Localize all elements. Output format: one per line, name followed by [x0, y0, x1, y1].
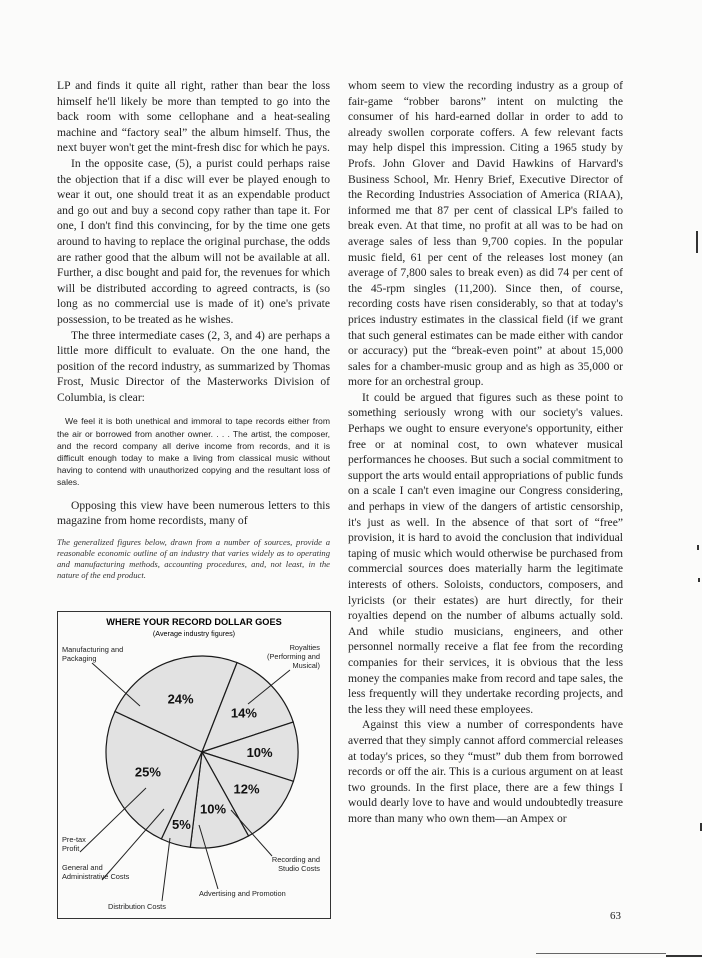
label-royalties-2: (Performing and [267, 652, 320, 661]
leader-general [102, 809, 164, 880]
label-royalties-1: Royalties [289, 643, 320, 652]
paragraph: whom seem to view the recording industry as a group of fair-game “robber barons” intent on mulcting the consumer of his hard-earned dollar in order to add to already swollen corporate coffers. A few relevant facts may help dispel this impression. Citing a 1965 study by Profs. John Glover and David Hawkins of Harvard's Business School, Mr. Henry Brief, Executive Director of the Recording Industries Association of America (RIAA), informed me that 87 per cent of classical LP's failed to break even. At that time, no profit at all was to be had on average sales of less than 9,700 copies. In the popular music field, 61 per cent of the releases lost money (an average of 7,800 sales to break even) as did 74 per cent of the 45-rpm singles (11,200). Since then, of course, recording costs have risen considerably, so that at today's prices industry estimates in the classical field (if we grant that such general estimates can be made either with candor or accuracy) put the “break-even point” at about 15,000 sales for a chamber-music group and as high as 35,000 or more for an orchestral group. [348, 79, 623, 389]
scan-mark [696, 231, 698, 253]
label-pretax-1: Pre-tax [62, 835, 86, 844]
figure-caption: The generalized figures below, drawn from a number of sources, provide a reasonable economic outline of an industry that varies widely as to operating and manufacturing methods, accounting procedures, and, not least, in the nature of the end product. [57, 536, 330, 580]
paragraph: In the opposite case, (5), a purist could perhaps raise the objection that if a disc will ever be played enough to wear it out, one should treat it as an expendable product and go out and buy a second copy rather than tape it. For one, I don't find this convincing, for by the time one gets around to having to replace the original purchase, the odds are rather good that the album will not be available at all. Further, a disc bought and paid for, the revenues for which will be distributed according to agreed contracts, is (so long as no commercial use is made of it) one's private possession, to be treated as he wishes. [57, 156, 330, 326]
pie-chart [58, 612, 330, 918]
right-column [348, 78, 623, 827]
pie-percent-label: 14% [230, 705, 257, 721]
paragraph: The three intermediate cases (2, 3, and 4) are perhaps a little more difficult to evaluate. On the one hand, the position of the record industry, as summarized by Thomas Frost, Music Director of the Masterworks Division of Columbia, is clear: [57, 328, 330, 404]
chart-title: WHERE YOUR RECORD DOLLAR GOES [106, 617, 282, 627]
pie-percent-label: 24% [167, 691, 194, 707]
scan-mark [536, 953, 666, 954]
leader-manufacturing [92, 663, 140, 706]
leader-distribution [162, 838, 170, 901]
scan-mark [697, 545, 699, 550]
label-royalties-3: Musical) [292, 661, 320, 670]
page-number: 63 [610, 910, 621, 922]
pie-percent-label: 12% [233, 781, 260, 797]
label-general-2: Administrative Costs [62, 872, 130, 881]
pie-chart-figure [57, 611, 331, 919]
scan-mark [666, 955, 702, 957]
label-advertising: Advertising and Promotion [199, 889, 286, 898]
pie-percent-label: 10% [199, 801, 227, 817]
block-quote: We feel it is both unethical and immoral to tape records either from the air or borrowed from another owner. . . . The artist, the composer, and the record company all derive income from records, and it is difficult enough today to make a living from classical music without having to contend with unauthorized copying and the resultant loss of sales. [57, 416, 330, 488]
paragraph: LP and finds it quite all right, rather than bear the loss himself he'll likely be more than tempted to go into the back room with some cellophane and a heat-sealing machine and “factory seal” the album himself. Thus, the next buyer won't get the mint-fresh disc for which he pays. [57, 79, 330, 155]
label-distribution: Distribution Costs [108, 902, 166, 911]
chart-subtitle: (Average industry figures) [152, 629, 236, 638]
pie-percent-label: 25% [134, 764, 161, 780]
left-column [57, 78, 330, 581]
label-recording-2: Studio Costs [278, 864, 320, 873]
label-pretax-2: Profit [62, 844, 80, 853]
pie-percent-label: 10% [246, 744, 273, 760]
label-recording-1: Recording and [271, 855, 320, 864]
paragraph: It could be argued that figures such as these point to something seriously wrong with our society's values. Perhaps we ought to ensure everyone's opportunity, either free or at nominal cost, to own whatever musical performances he chooses. But such a social commitment to support the arts would entail appropriations of public funds on a scale I can't even imagine our Congress considering, and perhaps in view of the dangers of artistic censorship, it's just as well. In the absence of that sort of “free” provision, it is hard to avoid the conclusion that individual taping of music which would otherwise be purchased from commercial sources does materially harm the legitimate interests of others. Soloists, conductors, composers, and lyricists (or their estates) are hurt directly, for their royalties depend on the number of albums actually sold. And while studio musicians, engineers, and other personnel normally receive a flat fee from the recording companies for their services, it is obvious that the less money the companies make from record and tape sales, the less frequently will they undertake recording projects, and the less they will need these employees. [348, 390, 623, 716]
paragraph: Against this view a number of correspondents have averred that they simply cannot afford commercial releases at today's prices, so they “must” dub them from borrowed records or off the air. This is a curious argument on at least two grounds. In the first place, there are a few things I would dearly love to have and would undoubtedly treasure more than many who own them—an Ampex or [348, 718, 623, 825]
pie-percent-label: 5% [172, 817, 191, 832]
scan-mark [698, 578, 700, 582]
label-manufacturing-2: Packaging [62, 654, 97, 663]
paragraph: Opposing this view have been numerous letters to this magazine from home recordists, many of [57, 498, 330, 528]
label-general-1: General and [62, 863, 103, 872]
label-manufacturing-1: Manufacturing and [62, 645, 124, 654]
